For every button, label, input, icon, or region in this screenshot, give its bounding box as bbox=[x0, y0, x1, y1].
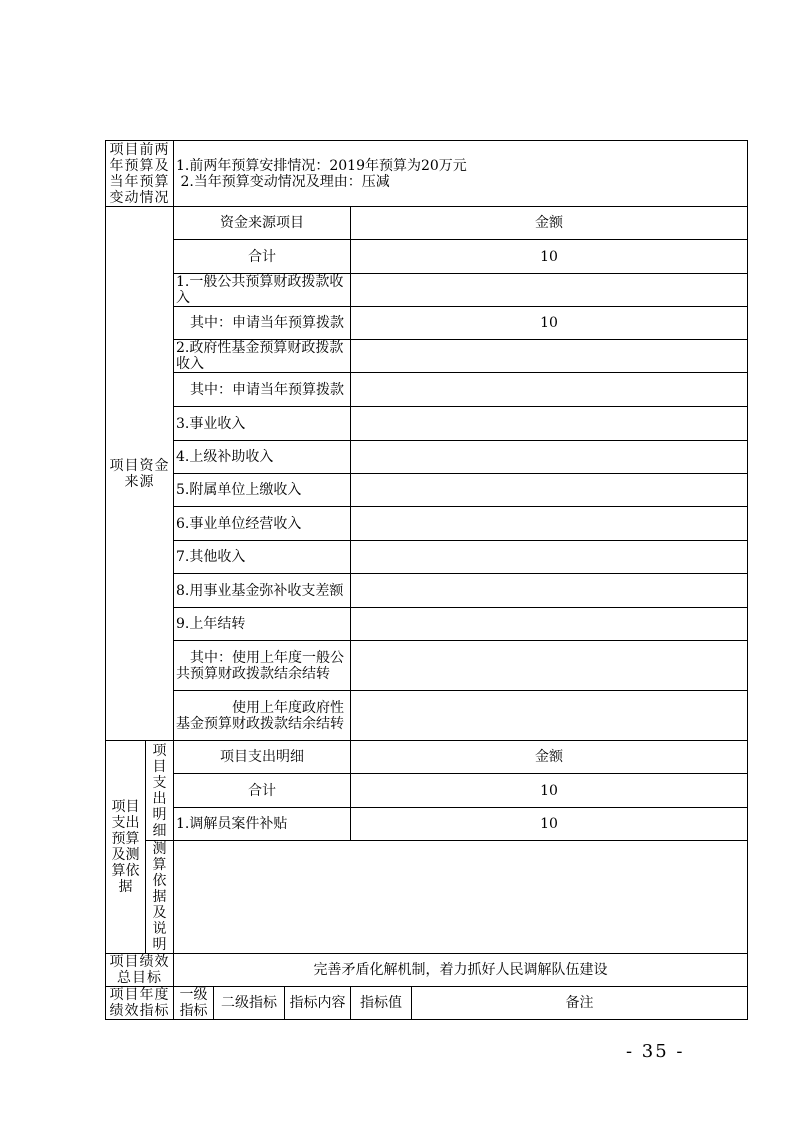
fund-source-amount: 10 bbox=[351, 240, 748, 274]
expenditure-amount: 10 bbox=[351, 808, 748, 841]
fund-source-row bbox=[106, 574, 748, 608]
fund-source-amount bbox=[351, 574, 748, 608]
fund-source-row bbox=[106, 441, 748, 474]
calc-basis-row bbox=[106, 841, 748, 954]
budget-history-content bbox=[174, 141, 748, 207]
calc-basis-content bbox=[174, 841, 748, 954]
annual-col-value: 指标值 bbox=[351, 987, 412, 1020]
fund-source-item: 8.用事业基金弥补收支差额 bbox=[174, 574, 351, 608]
expenditure-amount: 10 bbox=[351, 774, 748, 808]
fund-source-amount bbox=[351, 608, 748, 641]
fund-source-row bbox=[106, 274, 748, 307]
fund-source-item: 3.事业收入 bbox=[174, 407, 351, 441]
fund-source-amount bbox=[351, 641, 748, 691]
fund-source-row bbox=[106, 541, 748, 574]
expenditure-row bbox=[106, 774, 748, 808]
fund-source-row bbox=[106, 407, 748, 441]
fund-source-amount bbox=[351, 340, 748, 373]
fund-source-row bbox=[106, 240, 748, 274]
annual-label: 项目年度绩效指标 bbox=[106, 987, 174, 1020]
fund-source-item: 合计 bbox=[174, 240, 351, 274]
annual-indicators-row bbox=[106, 987, 748, 1020]
goal-label: 项目绩效总目标 bbox=[106, 954, 174, 987]
fund-source-item: 2.政府性基金预算财政拨款收入 bbox=[174, 340, 351, 373]
fund-source-item: 1.一般公共预算财政拨款收入 bbox=[174, 274, 351, 307]
calc-basis-label: 测算依据及说明 bbox=[146, 841, 174, 954]
fund-source-amount bbox=[351, 541, 748, 574]
expenditure-col-amount: 金额 bbox=[351, 741, 748, 774]
fund-source-item: 其中：使用上年度一般公共预算财政拨款结余结转 bbox=[174, 641, 351, 691]
budget-history-label: 项目前两年预算及当年预算变动情况 bbox=[106, 141, 174, 207]
fund-source-amount bbox=[351, 441, 748, 474]
fund-source-amount bbox=[351, 407, 748, 441]
fund-source-row bbox=[106, 608, 748, 641]
fund-source-item: 6.事业单位经营收入 bbox=[174, 507, 351, 541]
fund-source-row bbox=[106, 474, 748, 507]
fund-source-item: 9.上年结转 bbox=[174, 608, 351, 641]
goal-text: 完善矛盾化解机制，着力抓好人民调解队伍建设 bbox=[174, 954, 748, 987]
fund-sources-col-item: 资金来源项目 bbox=[174, 207, 351, 240]
annual-col-level2: 二级指标 bbox=[214, 987, 285, 1020]
fund-sources-col-amount: 金额 bbox=[351, 207, 748, 240]
fund-source-row bbox=[106, 641, 748, 691]
annual-col-level1: 一级指标 bbox=[174, 987, 214, 1020]
fund-source-item: 4.上级补助收入 bbox=[174, 441, 351, 474]
budget-history-line1: 1.前两年预算安排情况：2019年预算为20万元 bbox=[176, 157, 467, 174]
expenditure-outer-label: 项目支出预算及测算依据 bbox=[106, 741, 146, 954]
fund-source-row bbox=[106, 340, 748, 373]
expenditure-item: 1.调解员案件补贴 bbox=[174, 808, 351, 841]
fund-source-row bbox=[106, 507, 748, 541]
fund-source-amount bbox=[351, 274, 748, 307]
fund-sources-header-row bbox=[106, 207, 748, 240]
goal-row bbox=[106, 954, 748, 987]
expenditure-detail-label: 项目支出明细 bbox=[146, 741, 174, 841]
fund-source-amount bbox=[351, 474, 748, 507]
fund-sources-label: 项目资金来源 bbox=[106, 207, 174, 741]
page-number: - 35 - bbox=[626, 1041, 685, 1062]
budget-history-line2: 2.当年预算变动情况及理由：压减 bbox=[176, 173, 390, 190]
expenditure-col-item: 项目支出明细 bbox=[174, 741, 351, 774]
budget-form-table bbox=[105, 140, 748, 1020]
fund-source-item: 其中：申请当年预算拨款 bbox=[174, 307, 351, 340]
fund-source-item: 5.附属单位上缴收入 bbox=[174, 474, 351, 507]
fund-source-amount: 10 bbox=[351, 307, 748, 340]
expenditure-header-row bbox=[106, 741, 748, 774]
fund-source-row bbox=[106, 373, 748, 407]
budget-history-row bbox=[106, 141, 748, 207]
fund-source-row bbox=[106, 691, 748, 741]
fund-source-amount bbox=[351, 691, 748, 741]
annual-col-content: 指标内容 bbox=[285, 987, 351, 1020]
fund-source-item: 7.其他收入 bbox=[174, 541, 351, 574]
fund-source-amount bbox=[351, 507, 748, 541]
annual-col-remark: 备注 bbox=[412, 987, 748, 1020]
fund-source-item: 其中：申请当年预算拨款 bbox=[174, 373, 351, 407]
fund-source-item: 使用上年度政府性基金预算财政拨款结余结转 bbox=[174, 691, 351, 741]
expenditure-item: 合计 bbox=[174, 774, 351, 808]
expenditure-row bbox=[106, 808, 748, 841]
fund-source-row bbox=[106, 307, 748, 340]
fund-source-amount bbox=[351, 373, 748, 407]
